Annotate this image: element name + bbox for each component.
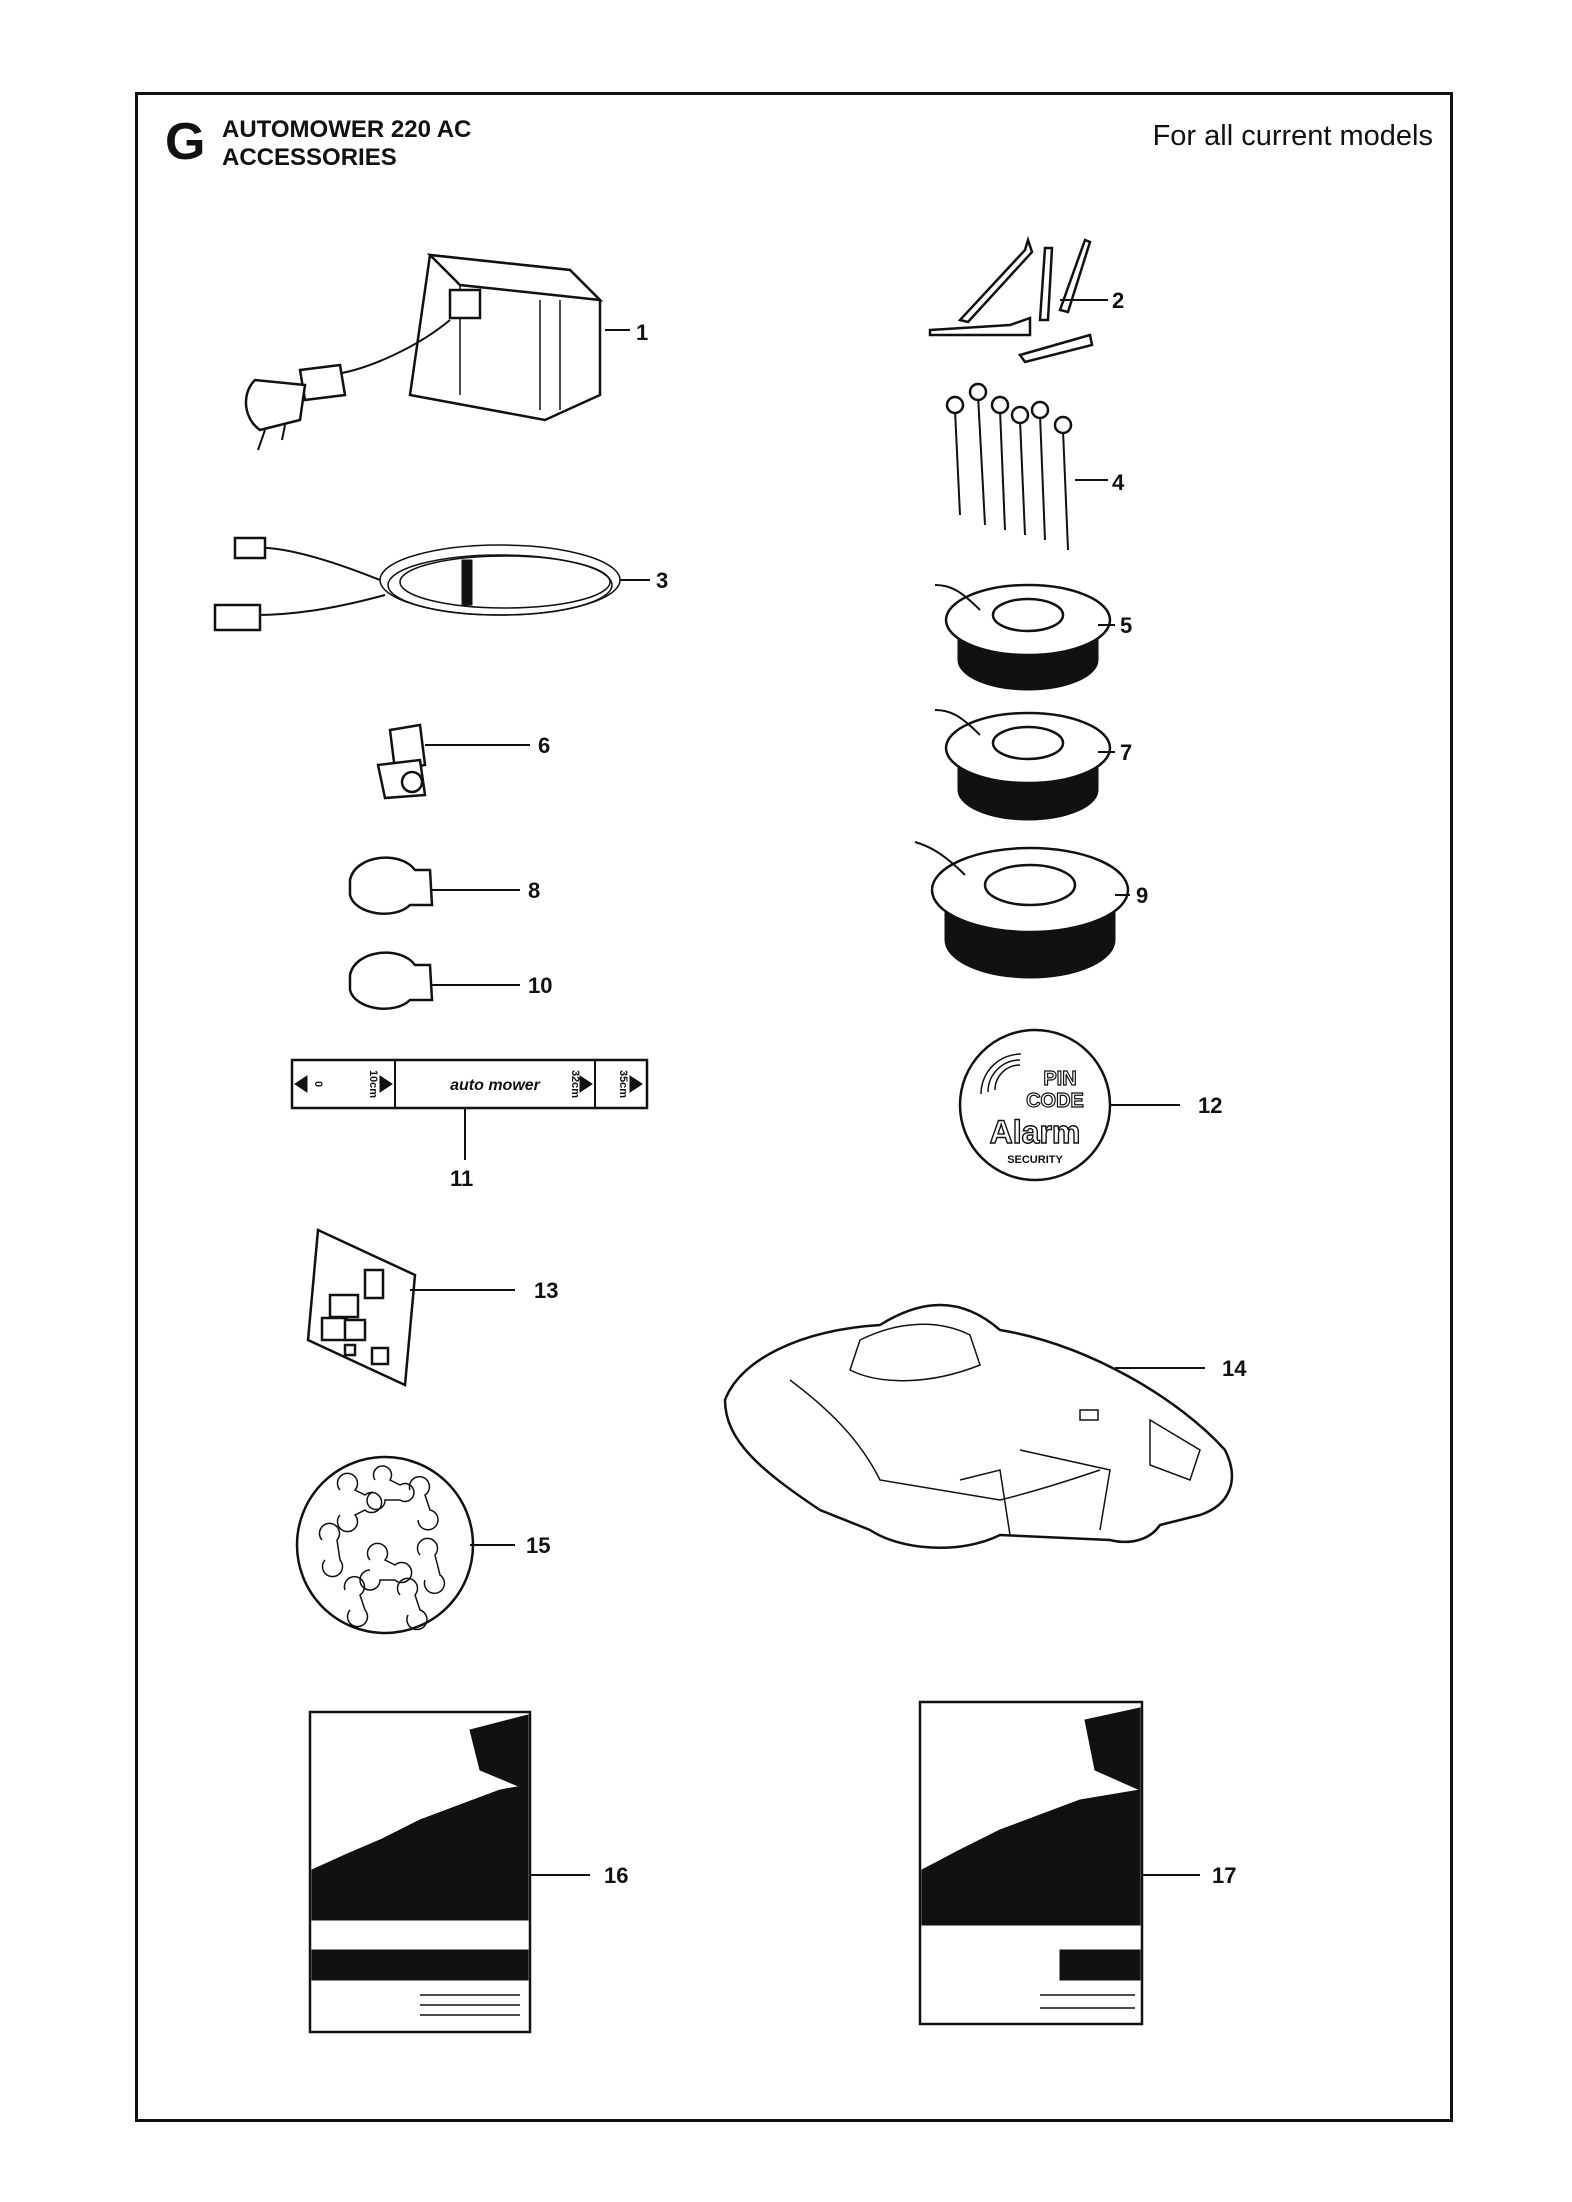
callout-3: 3 — [656, 568, 669, 593]
boundary-wire-reel-5 — [935, 585, 1115, 690]
connector — [378, 725, 530, 798]
section-letter: G — [165, 113, 206, 171]
knob-10 — [350, 953, 520, 1009]
sticker-alarm: Alarm — [989, 1114, 1081, 1150]
ruler-mark-32cm: 32cm — [569, 1069, 581, 1099]
callout-11: 11 — [450, 1166, 474, 1191]
ruler-mark-0: 0 — [312, 1080, 324, 1088]
knob-8 — [350, 858, 520, 914]
boundary-wire-reel-9 — [915, 842, 1130, 978]
low-voltage-cable — [215, 538, 650, 630]
alarm-sticker — [960, 1030, 1180, 1180]
callout-2: 2 — [1112, 288, 1125, 313]
callout-1: 1 — [636, 320, 649, 345]
callout-4: 4 — [1112, 470, 1125, 495]
ruler-mark-10cm: 10cm — [367, 1069, 379, 1099]
boundary-wire-reel-7 — [935, 710, 1115, 820]
title-section: ACCESSORIES — [222, 144, 397, 171]
callout-17: 17 — [1212, 1863, 1237, 1888]
callout-14: 14 — [1222, 1356, 1247, 1381]
screws — [947, 384, 1108, 550]
body-shell — [725, 1305, 1232, 1548]
callout-9: 9 — [1136, 883, 1149, 908]
callout-12: 12 — [1198, 1093, 1223, 1118]
ruler-mark-35cm: 35cm — [617, 1069, 629, 1099]
callout-10: 10 — [528, 973, 553, 998]
ruler — [292, 1060, 647, 1160]
callout-6: 6 — [538, 733, 551, 758]
callout-13: 13 — [534, 1278, 559, 1303]
callout-8: 8 — [528, 878, 541, 903]
sticker-security: SECURITY — [1007, 1154, 1063, 1166]
callout-15: 15 — [526, 1533, 551, 1558]
subtitle-models: For all current models — [1152, 120, 1433, 152]
callout-16: 16 — [604, 1863, 629, 1888]
pegs — [930, 240, 1108, 362]
power-supply — [246, 255, 630, 450]
sticker-pin: PIN — [1043, 1068, 1077, 1090]
operator-manual — [310, 1712, 590, 2032]
sticker-code: CODE — [1026, 1090, 1084, 1112]
callout-7: 7 — [1120, 740, 1133, 765]
ruler-brand: auto mower — [450, 1077, 540, 1094]
title-model: AUTOMOWER 220 AC — [222, 116, 472, 143]
quick-guide — [920, 1702, 1200, 2024]
round-mat — [297, 1457, 515, 1633]
circuit-board — [308, 1230, 515, 1385]
callout-5: 5 — [1120, 613, 1133, 638]
